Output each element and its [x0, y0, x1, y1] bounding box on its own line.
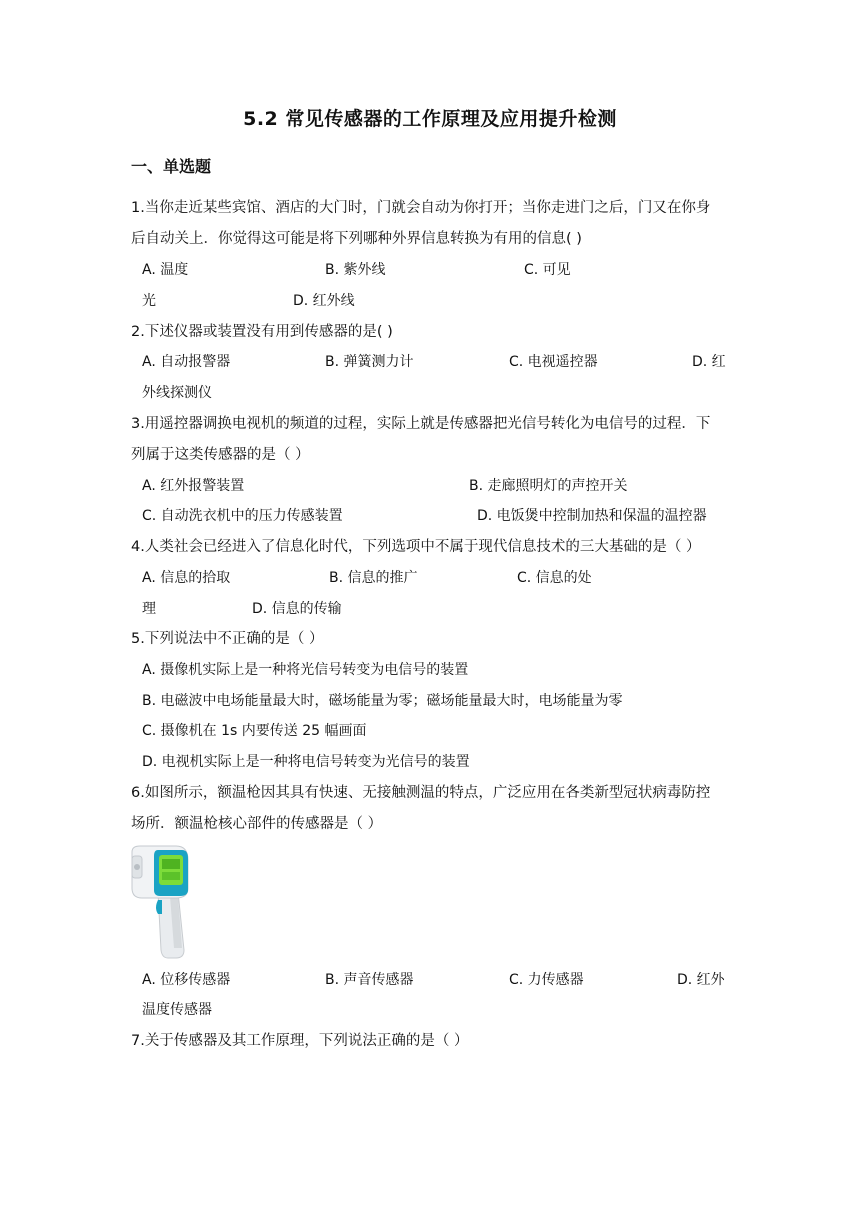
question-1-option-c: C. 可见	[524, 262, 571, 278]
question-5-line-1: 5.下列说法中不正确的是（ ）	[131, 631, 324, 647]
question-3-option-b: B. 走廊照明灯的声控开关	[469, 478, 628, 494]
question-6-option-d-cont: 温度传感器	[142, 1002, 212, 1018]
question-1-option-a: A. 温度	[142, 262, 189, 278]
question-4-option-a: A. 信息的拾取	[142, 570, 231, 586]
question-3-option-c: C. 自动洗衣机中的压力传感装置	[142, 508, 343, 524]
question-2-option-c: C. 电视遥控器	[509, 354, 598, 370]
question-4-option-c-cont: 理	[142, 601, 156, 617]
question-2-option-d-cont: 外线探测仪	[142, 385, 212, 401]
question-5-option-c: C. 摄像机在 1s 内要传送 25 幅画面	[142, 723, 367, 739]
question-3-option-a: A. 红外报警装置	[142, 478, 245, 494]
question-6-option-d: D. 红外	[677, 972, 725, 988]
forehead-thermometer-image	[128, 842, 192, 960]
question-5-option-d: D. 电视机实际上是一种将电信号转变为光信号的装置	[142, 754, 470, 770]
question-2-option-a: A. 自动报警器	[142, 354, 231, 370]
page-title: 5.2 常见传感器的工作原理及应用提升检测	[243, 108, 617, 130]
question-6-option-a: A. 位移传感器	[142, 972, 231, 988]
section-heading: 一、单选题	[131, 157, 212, 176]
question-4-option-c: C. 信息的处	[517, 570, 592, 586]
question-1-option-b: B. 紫外线	[325, 262, 386, 278]
question-3-line-2: 列属于这类传感器的是（ ）	[131, 447, 310, 463]
question-4-option-b: B. 信息的推广	[329, 570, 418, 586]
question-5-option-a: A. 摄像机实际上是一种将光信号转变为电信号的装置	[142, 662, 469, 678]
question-1-line-1: 1.当你走近某些宾馆、酒店的大门时，门就会自动为你打开；当你走进门之后，门又在你身	[131, 200, 711, 216]
question-2-option-b: B. 弹簧测力计	[325, 354, 414, 370]
question-4-line-1: 4.人类社会已经进入了信息化时代，下列选项中不属于现代信息技术的三大基础的是（ ）	[131, 539, 701, 555]
question-6-line-2: 场所．额温枪核心部件的传感器是（ ）	[131, 816, 383, 832]
question-3-option-d: D. 电饭煲中控制加热和保温的温控器	[477, 508, 707, 524]
question-1-option-d: D. 红外线	[293, 293, 355, 309]
question-2-line-1: 2.下述仪器或装置没有用到传感器的是( )	[131, 324, 393, 340]
question-6-option-c: C. 力传感器	[509, 972, 584, 988]
question-1-option-c-cont: 光	[142, 293, 156, 309]
question-4-option-d: D. 信息的传输	[252, 601, 342, 617]
question-6-line-1: 6.如图所示，额温枪因其具有快速、无接触测温的特点，广泛应用在各类新型冠状病毒防控	[131, 785, 711, 801]
question-6-option-b: B. 声音传感器	[325, 972, 414, 988]
question-1-line-2: 后自动关上．你觉得这可能是将下列哪种外界信息转换为有用的信息( )	[131, 231, 582, 247]
question-3-line-1: 3.用遥控器调换电视机的频道的过程，实际上就是传感器把光信号转化为电信号的过程．下	[131, 416, 711, 432]
question-2-option-d: D. 红	[692, 354, 726, 370]
question-5-option-b: B. 电磁波中电场能量最大时，磁场能量为零；磁场能量最大时，电场能量为零	[142, 693, 623, 709]
question-7-line-1: 7.关于传感器及其工作原理，下列说法正确的是（ ）	[131, 1033, 469, 1049]
